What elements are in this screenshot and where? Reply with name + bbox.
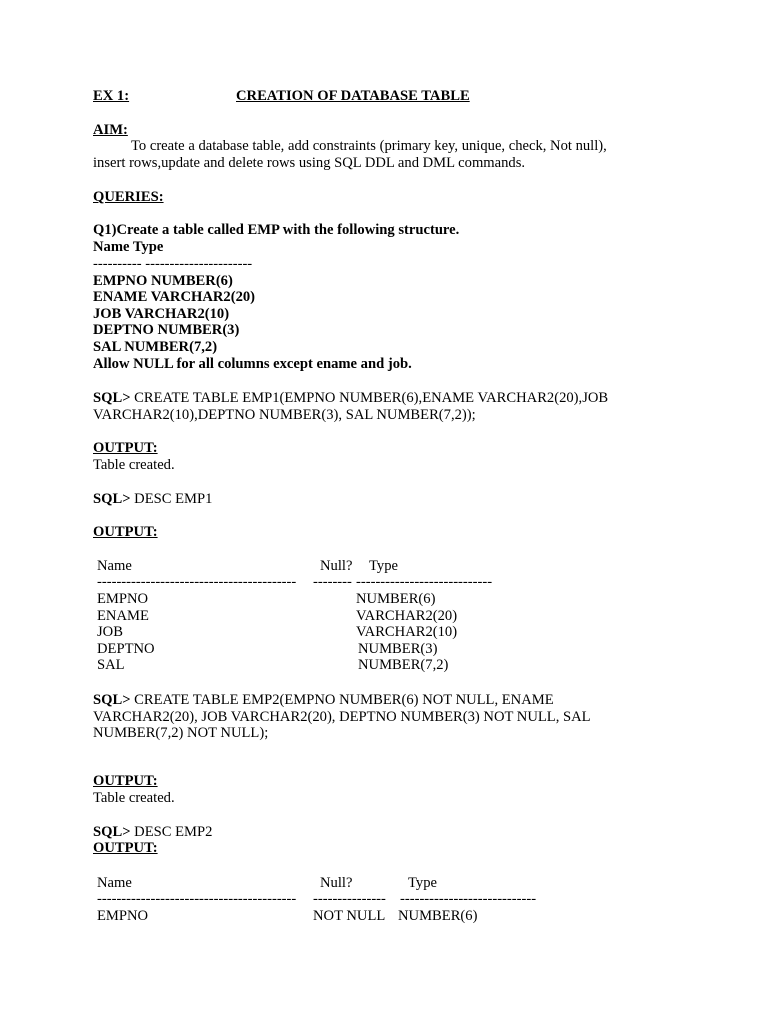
q1-heading: Q1)Create a table called EMP with the following structure. [93, 222, 460, 238]
sql-statement-1-line1 [93, 390, 608, 407]
output-heading: OUTPUT: [93, 773, 158, 789]
row-name: EMPNO [97, 591, 149, 607]
q1-note: Allow NULL for all columns except ename and job. [93, 356, 412, 372]
column-header-name: Name [97, 875, 132, 891]
column-header-type: Type [408, 875, 437, 891]
sql-text: CREATE TABLE EMP1(EMPNO NUMBER(6),ENAME VARCHAR2(20),JOB [130, 390, 609, 406]
divider-name: ----------------------------------------- [97, 574, 297, 590]
divider-name: ----------------------------------------- [97, 891, 297, 907]
output-heading: OUTPUT: [93, 440, 158, 456]
sql-statement-2-line2: VARCHAR2(20), JOB VARCHAR2(20), DEPTNO NUMBER(3) NOT NULL, SAL [93, 709, 591, 725]
divider-null: --------------- [313, 891, 386, 907]
sql-prompt: SQL> [93, 390, 131, 406]
output-text: Table created. [93, 457, 175, 473]
sql-statement-2-line3: NUMBER(7,2) NOT NULL); [93, 725, 269, 741]
desc-emp1-command [93, 491, 212, 508]
divider-type: ---------------------------- [400, 891, 537, 907]
row-type: NUMBER(6) [356, 591, 436, 607]
output-heading: OUTPUT: [93, 524, 158, 540]
output-heading: OUTPUT: [93, 840, 158, 856]
sql-prompt: SQL> [93, 824, 131, 840]
queries-heading: QUERIES: [93, 189, 164, 205]
document-title: CREATION OF DATABASE TABLE [236, 88, 470, 104]
exercise-label: EX 1: [93, 88, 130, 104]
q1-name-type: Name Type [93, 239, 164, 255]
row-type: NUMBER(6) [398, 908, 478, 924]
sql-text: DESC EMP2 [130, 824, 213, 840]
row-name: SAL [97, 657, 125, 673]
divider-null: -------- [313, 574, 352, 590]
sql-prompt: SQL> [93, 491, 131, 507]
row-type: VARCHAR2(10) [356, 624, 458, 640]
row-type: NUMBER(3) [358, 641, 438, 657]
q1-field: EMPNO NUMBER(6) [93, 273, 233, 289]
output-text: Table created. [93, 790, 175, 806]
row-null: NOT NULL [313, 908, 386, 924]
q1-field: ENAME VARCHAR2(20) [93, 289, 256, 305]
column-header-type: Type [369, 558, 398, 574]
q1-field: DEPTNO NUMBER(3) [93, 322, 240, 338]
row-name: EMPNO [97, 908, 149, 924]
aim-text-line2: insert rows,update and delete rows using SQL DDL and DML commands. [93, 155, 526, 171]
column-header-name: Name [97, 558, 132, 574]
row-type: NUMBER(7,2) [358, 657, 449, 673]
desc-emp2-command [93, 824, 212, 841]
aim-heading: AIM: [93, 122, 128, 138]
sql-text: CREATE TABLE EMP2(EMPNO NUMBER(6) NOT NULL, ENAME [130, 692, 554, 708]
column-header-null: Null? [320, 558, 353, 574]
row-type: VARCHAR2(20) [356, 608, 458, 624]
sql-statement-2-line1 [93, 692, 554, 709]
column-header-null: Null? [320, 875, 353, 891]
sql-prompt: SQL> [93, 692, 131, 708]
aim-text-line1: To create a database table, add constraints (primary key, unique, check, Not null), [131, 138, 607, 154]
q1-field: SAL NUMBER(7,2) [93, 339, 218, 355]
row-name: DEPTNO [97, 641, 155, 657]
divider-type: ---------------------------- [356, 574, 493, 590]
row-name: JOB [97, 624, 123, 640]
sql-text: DESC EMP1 [130, 491, 213, 507]
sql-statement-1-line2: VARCHAR2(10),DEPTNO NUMBER(3), SAL NUMBER(7,2)); [93, 407, 476, 423]
row-name: ENAME [97, 608, 149, 624]
q1-field: JOB VARCHAR2(10) [93, 306, 230, 322]
q1-dashes: ---------- ---------------------- [93, 256, 253, 272]
